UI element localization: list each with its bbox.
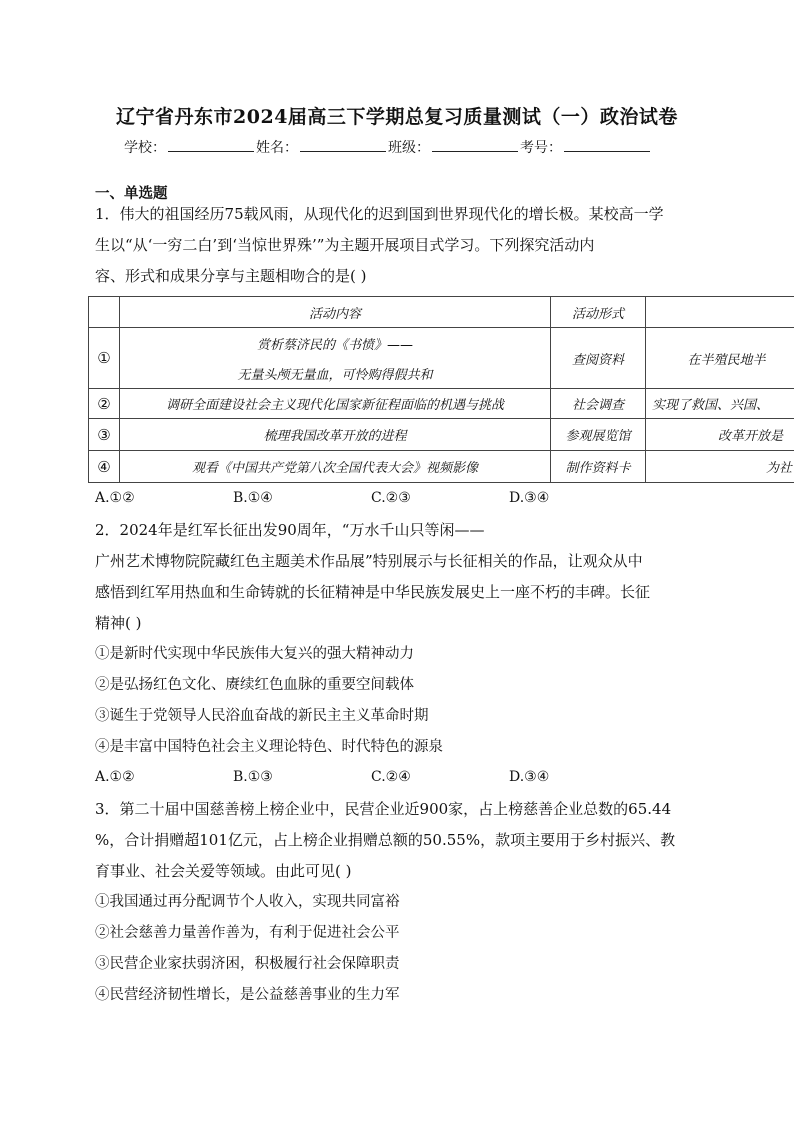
section-heading: 一、单选题 xyxy=(95,185,168,202)
table-header-cell xyxy=(89,297,120,328)
activity-form: 查阅资料 xyxy=(551,328,646,389)
q3-statement: ④民营经济韧性增长，是公益慈善事业的生力军 xyxy=(95,987,400,1003)
q3-line: %，合计捐赠超101亿元，占上榜企业捐赠总额的50.55%，款项主要用于乡村振兴、教 xyxy=(95,831,676,849)
q3-statement: ①我国通过再分配调节个人收入，实现共同富裕 xyxy=(95,894,400,910)
option-d[interactable]: D.③④ xyxy=(509,769,550,785)
activity-content: 调研全面建设社会主义现代化国家新征程面临的机遇与挑战 xyxy=(120,389,551,419)
q2-line: 精神( ) xyxy=(95,614,142,632)
table-row xyxy=(89,389,794,419)
activity-form: 制作资料卡 xyxy=(551,451,646,483)
q3-statement: ③民营企业家扶弱济困，积极履行社会保障职责 xyxy=(95,956,400,972)
q1-line: 容、形式和成果分享与主题相吻合的是( ) xyxy=(95,267,367,285)
exam-title: 辽宁省丹东市2024届高三下学期总复习质量测试（一）政治试卷 xyxy=(116,106,678,128)
q2-statement: ②是弘扬红色文化、赓续红色血脉的重要空间载体 xyxy=(95,677,414,693)
activity-form: 社会调查 xyxy=(551,389,646,419)
activity-content: 观看《中国共产党第八次全国代表大会》视频影像 xyxy=(120,451,551,483)
activity-result: 改革开放是 xyxy=(646,419,794,451)
activity-content: 梳理我国改革开放的进程 xyxy=(120,419,551,451)
q3-statement: ②社会慈善力量善作善为，有利于促进社会公平 xyxy=(95,925,400,941)
option-d[interactable]: D.③④ xyxy=(509,490,550,506)
q2-options xyxy=(95,769,647,785)
q1-options xyxy=(95,490,647,506)
table-header-cell: 活动形式 xyxy=(551,297,646,328)
option-a[interactable]: A.①② xyxy=(95,769,135,785)
row-number: ③ xyxy=(89,419,120,451)
table-row xyxy=(89,328,794,389)
q2-statement: ④是丰富中国特色社会主义理论特色、时代特色的源泉 xyxy=(95,739,443,755)
activity-content-line: 赏析蔡济民的《书愤》—— xyxy=(256,337,413,353)
q3-line: 3．第二十届中国慈善榜上榜企业中，民营企业近900家，占上榜慈善企业总数的65.44 xyxy=(95,800,672,818)
row-number: ① xyxy=(89,328,120,389)
q1-line: 生以“从‘一穷二白’到‘当惊世界殊’”为主题开展项目式学习。下列探究活动内 xyxy=(95,236,595,254)
q3-line: 育事业、社会关爱等领域。由此可见( ) xyxy=(95,862,352,880)
exam-no-label: 考号： xyxy=(520,140,562,156)
option-c[interactable]: C.②③ xyxy=(371,490,411,506)
activity-content xyxy=(120,328,551,389)
row-number: ④ xyxy=(89,451,120,483)
q2-statement: ③诞生于党领导人民浴血奋战的新民主主义革命时期 xyxy=(95,708,429,724)
option-b[interactable]: B.①④ xyxy=(233,490,273,506)
q2-statement: ①是新时代实现中华民族伟大复兴的强大精神动力 xyxy=(95,646,414,662)
exam-no-blank xyxy=(564,137,650,152)
activity-form: 参观展览馆 xyxy=(551,419,646,451)
q2-line: 感悟到红军用热血和生命铸就的长征精神是中华民族发展史上一座不朽的丰碑。长征 xyxy=(95,583,651,601)
q1-line: 1．伟大的祖国经历75载风雨，从现代化的迟到国到世界现代化的增长极。某校高一学 xyxy=(95,205,664,223)
activity-result: 为社 xyxy=(646,451,794,483)
table-header-cell: 活动内容 xyxy=(120,297,551,328)
school-blank xyxy=(168,137,254,152)
activity-result: 在半殖民地半 xyxy=(646,328,794,389)
table-header-row xyxy=(89,297,794,328)
table-header-cell xyxy=(646,297,794,328)
name-blank xyxy=(300,137,386,152)
name-label: 姓名： xyxy=(256,140,298,156)
activity-content-line: 无量头颅无量血，可怜购得假共和 xyxy=(237,367,433,383)
student-info-line xyxy=(124,137,652,157)
activity-result: 实现了救国、兴国、 xyxy=(646,389,794,419)
school-label: 学校： xyxy=(124,140,166,156)
table-row xyxy=(89,419,794,451)
class-label: 班级： xyxy=(388,140,430,156)
class-blank xyxy=(432,137,518,152)
q1-table xyxy=(88,296,794,483)
option-c[interactable]: C.②④ xyxy=(371,769,411,785)
q2-line: 2．2024年是红军长征出发90周年，“万水千山只等闲—— xyxy=(95,521,485,539)
table-row xyxy=(89,451,794,483)
q2-line: 广州艺术博物院院藏红色主题美术作品展”特别展示与长征相关的作品，让观众从中 xyxy=(95,552,643,570)
option-b[interactable]: B.①③ xyxy=(233,769,273,785)
option-a[interactable]: A.①② xyxy=(95,490,135,506)
row-number: ② xyxy=(89,389,120,419)
